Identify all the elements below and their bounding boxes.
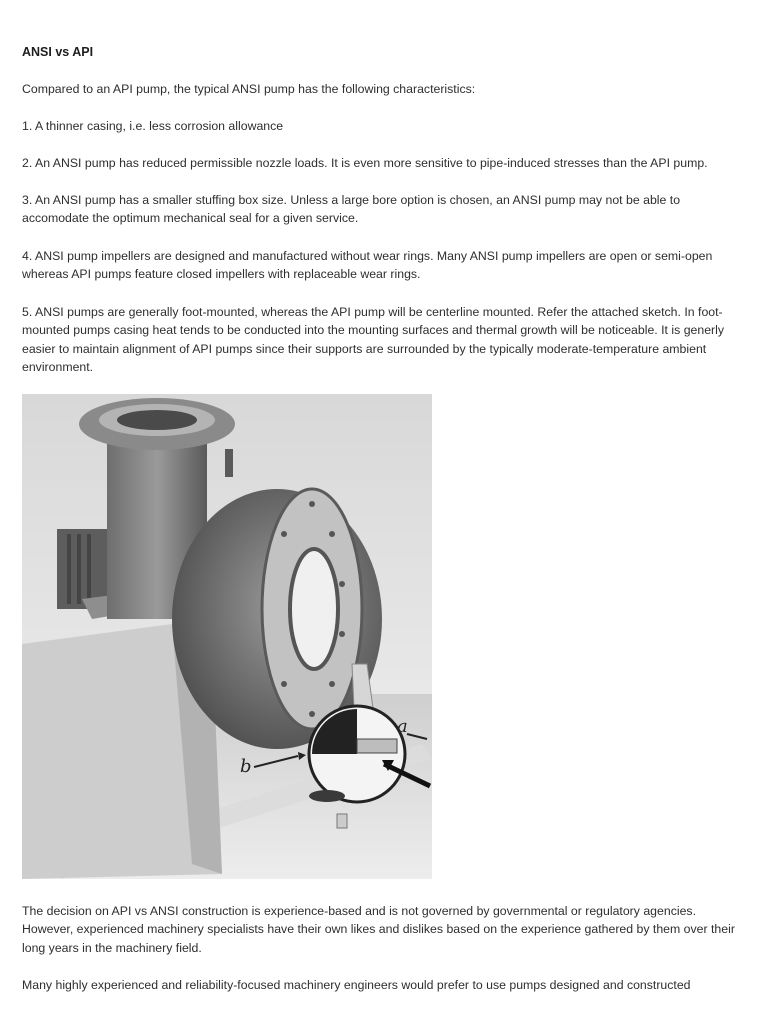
intro-paragraph: Compared to an API pump, the typical ANSI pump has the following characteristics: [22,82,476,96]
point-5: 5. ANSI pumps are generally foot-mounted, whereas the API pump will be centerline mounted. Refer the attached sketch. In foot-mounted pumps casing heat tends to be conducted into the mounting surfaces and thermal growth will be noticeable. It is generly easier to maintain alignment of API pumps since their supports are surrounded by the typically moderate-temperature ambient environment. [22,305,725,375]
document-title: ANSI vs API [22,45,94,59]
pump-illustration [22,394,432,879]
callout-a-label: a [397,716,408,737]
callout-b-label: b [240,756,252,777]
point-2: 2. An ANSI pump has reduced permissible nozzle loads. It is even more sensitive to pipe-induced stresses than the API pump. [22,156,708,170]
closing-paragraph: Many highly experienced and reliability-focused machinery engineers would prefer to use pumps designed and constructed [22,978,691,992]
point-1: 1. A thinner casing, i.e. less corrosion allowance [22,119,284,133]
point-4: 4. ANSI pump impellers are designed and manufactured without wear rings. Many ANSI pump impellers are open or semi-open whereas API pumps feature closed impellers with replaceable wear rings. [22,249,713,282]
conclusion-paragraph: The decision on API vs ANSI construction is experience-based and is not governed by governmental or regulatory agencies. However, experienced machinery specialists have their own likes and dislikes based on the experience gathered by them over their long years in the machinery field. [22,904,735,955]
pump-photo [22,394,432,879]
point-3: 3. An ANSI pump has a smaller stuffing box size. Unless a large bore option is chosen, an ANSI pump may not be able to accomodate the optimum mechanical seal for a given service. [22,193,681,226]
